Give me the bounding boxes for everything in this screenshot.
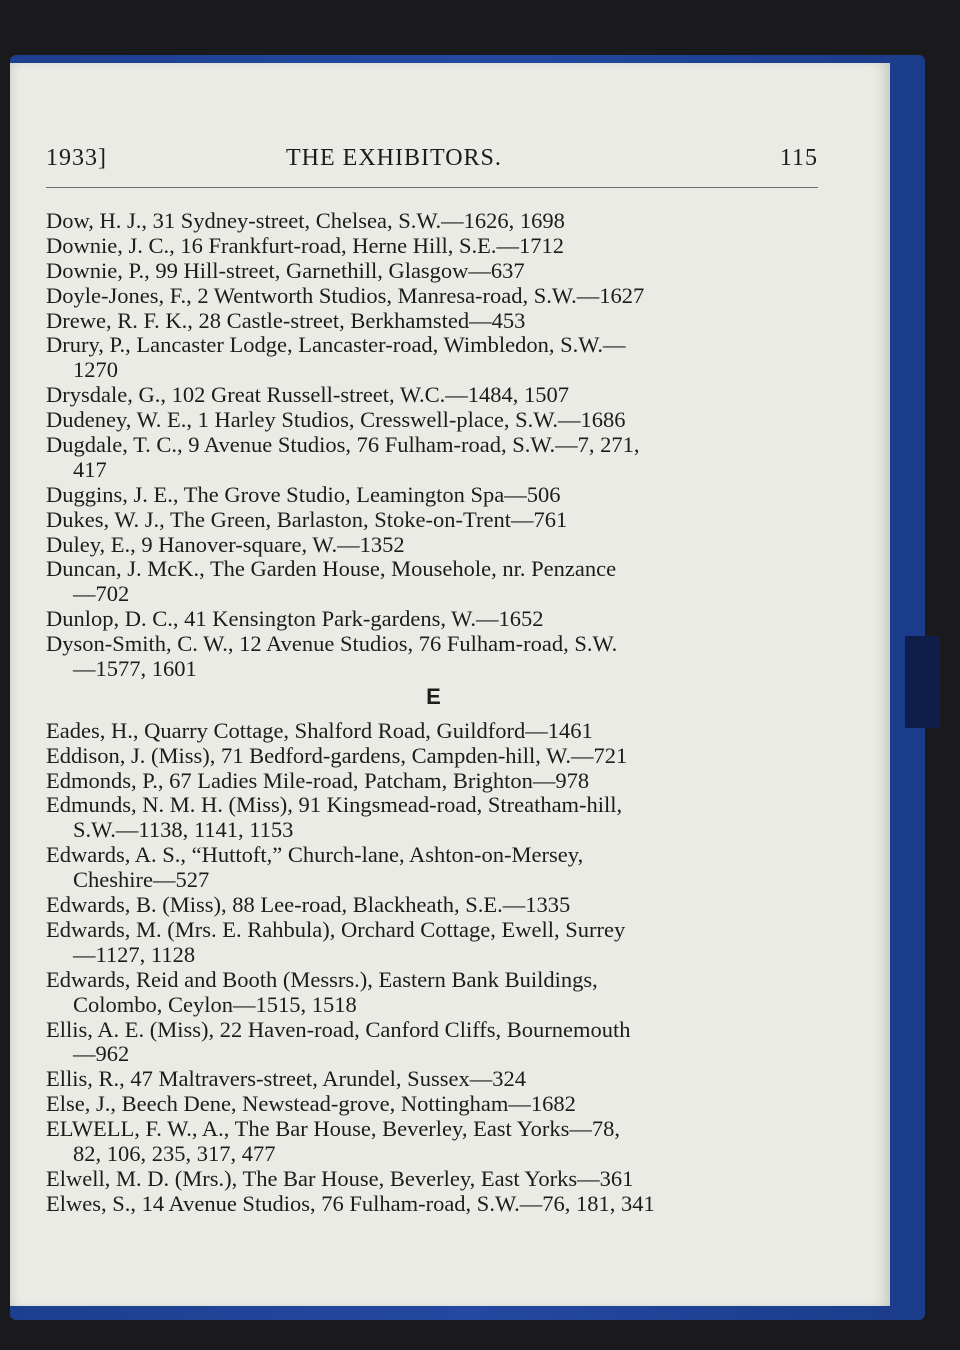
entry-line: Edwards, B. (Miss), 88 Lee-road, Blackheath, S.E.—1335 [46,892,571,918]
entry-line: Drury, P., Lancaster Lodge, Lancaster-road, Wimbledon, S.W.— [46,332,626,358]
entry-continuation-line: Cheshire—527 [73,867,210,893]
exhibitor-entry [46,719,821,744]
entry-continuation-line: 82, 106, 235, 317, 477 [73,1140,276,1166]
entry-line: Elwes, S., 14 Avenue Studios, 76 Fulham-road, S.W.—76, 181, 341 [46,1190,655,1216]
entry-continuation-line: —1127, 1128 [73,941,196,967]
exhibitor-entry [46,259,821,284]
exhibitor-entry [46,533,821,558]
entry-line: Doyle-Jones, F., 2 Wentworth Studios, Manresa-road, S.W.—1627 [46,282,645,308]
entry-line: Edwards, M. (Mrs. E. Rahbula), Orchard Cottage, Ewell, Surrey [46,916,626,942]
entry-line: Edmunds, N. M. H. (Miss), 91 Kingsmead-road, Streatham-hill, [46,792,623,818]
entry-line: Drewe, R. F. K., 28 Castle-street, Berkhamsted—453 [46,307,526,333]
entry-line: Downie, J. C., 16 Frankfurt-road, Herne Hill, S.E.—1712 [46,232,565,258]
exhibitor-entry [46,843,821,893]
entry-line: Else, J., Beech Dene, Newstead-grove, Nottingham—1682 [46,1091,576,1117]
exhibitor-entry [46,793,821,843]
exhibitor-entry [46,234,821,259]
exhibitor-entry [46,483,821,508]
entry-line: Ellis, A. E. (Miss), 22 Haven-road, Canford Cliffs, Bournemouth [46,1016,631,1042]
entries-section-d [46,209,821,682]
exhibitor-entry [46,744,821,769]
entry-line: Dunlop, D. C., 41 Kensington Park-gardens, W.—1652 [46,606,544,632]
entry-continuation-line: 1270 [73,357,118,383]
entry-line: Duley, E., 9 Hanover-square, W.—1352 [46,531,405,557]
entry-line: Dyson-Smith, C. W., 12 Avenue Studios, 76 Fulham-road, S.W. [46,631,618,657]
header-rule [46,187,818,188]
exhibitor-entry [46,209,821,234]
exhibitor-entry [46,284,821,309]
exhibitor-entry [46,1117,821,1167]
exhibitor-entry [46,408,821,433]
entry-continuation-line: S.W.—1138, 1141, 1153 [73,817,294,843]
exhibitor-list [46,209,821,1217]
entry-continuation-line: —702 [73,581,130,607]
exhibitor-entry [46,1018,821,1068]
entry-line: Duggins, J. E., The Grove Studio, Leamington Spa—506 [46,481,561,507]
entry-line: Dukes, W. J., The Green, Barlaston, Stoke-on-Trent—761 [46,506,568,532]
entry-line: Dugdale, T. C., 9 Avenue Studios, 76 Fulham-road, S.W.—7, 271, [46,432,640,458]
entry-continuation-line: Colombo, Ceylon—1515, 1518 [73,991,357,1017]
exhibitor-entry [46,918,821,968]
header-year: 1933] [46,145,107,171]
entry-line: Eades, H., Quarry Cottage, Shalford Road, Guildford—1461 [46,717,593,743]
entry-line: Ellis, R., 47 Maltravers-street, Arundel, Sussex—324 [46,1066,526,1092]
exhibitor-entry [46,1092,821,1117]
exhibitor-entry [46,383,821,408]
exhibitor-entry [46,1167,821,1192]
entry-line: Eddison, J. (Miss), 71 Bedford-gardens, Campden-hill, W.—721 [46,742,628,768]
exhibitor-entry [46,968,821,1018]
entry-line: Edmonds, P., 67 Ladies Mile-road, Patcham, Brighton—978 [46,767,590,793]
entry-continuation-line: —1577, 1601 [73,656,197,682]
entry-line: Downie, P., 99 Hill-street, Garnethill, Glasgow—637 [46,257,525,283]
exhibitor-entry [46,333,821,383]
exhibitor-entry [46,893,821,918]
exhibitor-entry [46,557,821,607]
exhibitor-entry [46,769,821,794]
entry-continuation-line: 417 [73,456,107,482]
bookmark-ribbon [905,636,940,728]
running-header [46,145,818,185]
header-title: THE EXHIBITORS. [286,145,502,171]
section-letter: E [426,683,441,709]
entry-continuation-line: —962 [73,1041,130,1067]
exhibitor-entry [46,508,821,533]
entry-line: Drysdale, G., 102 Great Russell-street, W.C.—1484, 1507 [46,382,570,408]
exhibitor-entry [46,1192,821,1217]
exhibitor-entry [46,1067,821,1092]
exhibitor-entry [46,607,821,632]
entry-line: Duncan, J. McK., The Garden House, Mousehole, nr. Penzance [46,556,617,582]
entry-line: Dow, H. J., 31 Sydney-street, Chelsea, S.W.—1626, 1698 [46,208,565,233]
entry-line: Elwell, M. D. (Mrs.), The Bar House, Beverley, East Yorks—361 [46,1165,634,1191]
exhibitor-entry [46,309,821,334]
exhibitor-entry [46,632,821,682]
entry-line: Edwards, A. S., “Huttoft,” Church-lane, Ashton-on-Mersey, [46,842,584,868]
entry-line: Dudeney, W. E., 1 Harley Studios, Cresswell-place, S.W.—1686 [46,407,626,433]
page-number: 115 [779,145,818,171]
entry-line: ELWELL, F. W., A., The Bar House, Beverley, East Yorks—78, [46,1116,620,1142]
entries-section-e [46,719,821,1217]
entry-line: Edwards, Reid and Booth (Messrs.), Eastern Bank Buildings, [46,966,598,992]
exhibitor-entry [46,433,821,483]
